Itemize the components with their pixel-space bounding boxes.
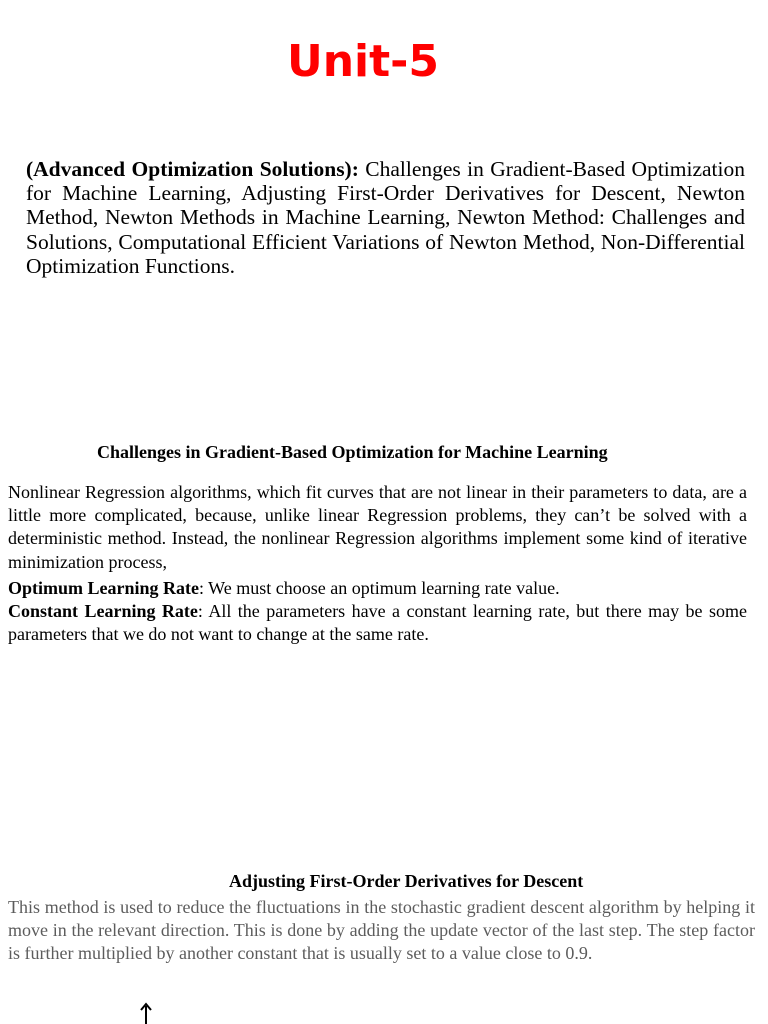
up-arrow-icon bbox=[136, 1000, 156, 1024]
definition-term: Optimum Learning Rate bbox=[8, 578, 199, 598]
syllabus-topics: Challenges in Gradient-Based Optimization for Machine Learning, Adjusting First-Order Derivatives for Descent, Newton Method, Newton Methods in Machine Learning, Newton Method: Challenges and Solutions, Computational Efficient Variations of Newton Method, Non-Differential Optimization Functions. bbox=[26, 157, 745, 278]
definition-text: : We must choose an optimum learning rate value. bbox=[199, 578, 560, 598]
syllabus-paragraph bbox=[26, 157, 745, 278]
section-heading-challenges: Challenges in Gradient-Based Optimization for Machine Learning bbox=[97, 442, 608, 462]
syllabus-lead: (Advanced Optimization Solutions): bbox=[26, 157, 359, 181]
definition-constant-learning-rate bbox=[8, 600, 747, 646]
section-paragraph-challenges: Nonlinear Regression algorithms, which fit curves that are not linear in their parameters to data, are a little more complicated, because, unlike linear Regression problems, they can’t be solved with a deterministic method. Instead, the nonlinear Regression algorithms implement some kind of iterative minimization process, bbox=[8, 482, 747, 572]
definition-optimum-learning-rate bbox=[8, 577, 747, 600]
unit-title: Unit-5 bbox=[286, 36, 440, 87]
section-paragraph-first-order: This method is used to reduce the fluctuations in the stochastic gradient descent algorithm by helping it move in the relevant direction. This is done by adding the update vector of the last step. The step factor is further multiplied by another constant that is usually set to a value close to 0.9. bbox=[8, 897, 755, 963]
section-heading-first-order: Adjusting First-Order Derivatives for Descent bbox=[229, 871, 584, 891]
definition-term: Constant Learning Rate bbox=[8, 601, 198, 621]
definition-text: : All the parameters have a constant learning rate, but there may be some parameters that we do not want to change at the same rate. bbox=[8, 601, 747, 645]
